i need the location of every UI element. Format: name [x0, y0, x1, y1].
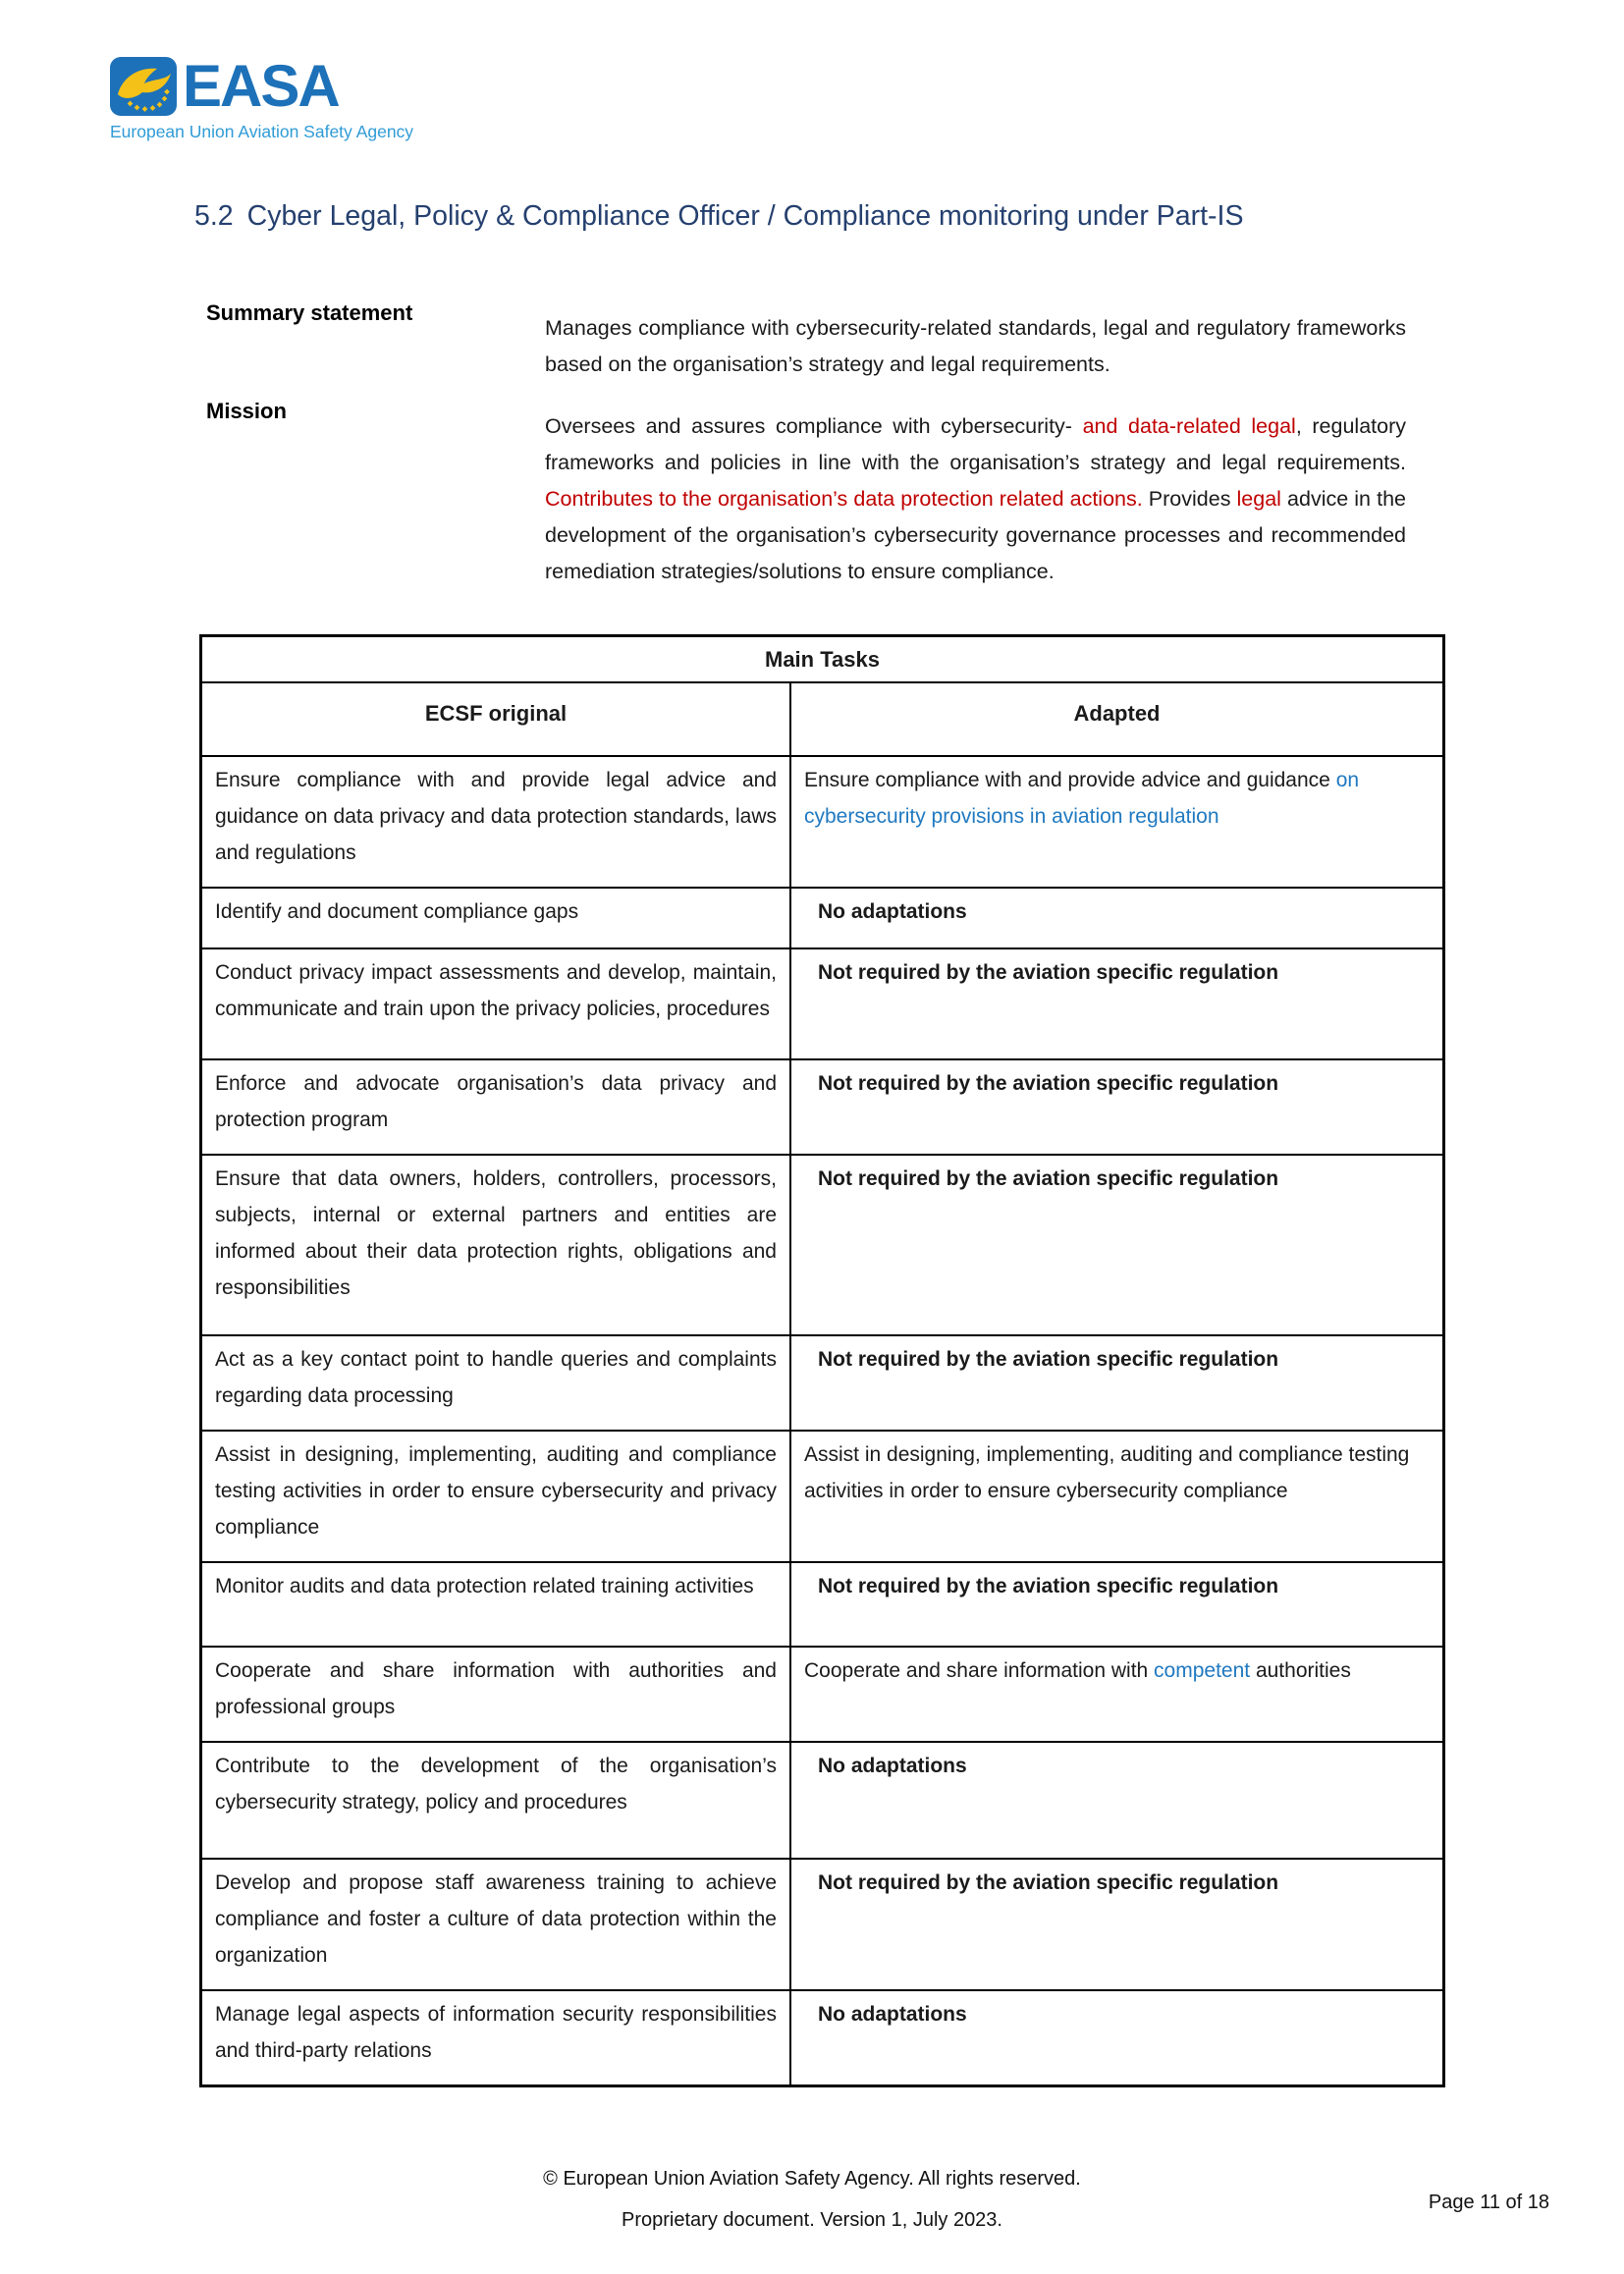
- cell-ecsf-original: [202, 1648, 791, 1741]
- text-segment: Ensure that data owners, holders, controllers, processors, subjects, internal or external partners and entities are informed about their data protection rights, obligations and responsibilities: [215, 1167, 777, 1299]
- table-row: [202, 1060, 1442, 1156]
- cell-adapted: [791, 1991, 1442, 2084]
- cell-adapted: [791, 889, 1442, 948]
- text-segment: and data-related legal: [1082, 414, 1296, 438]
- table-rows: [202, 757, 1442, 2084]
- version-line: Proprietary document. Version 1, July 2023.: [622, 2209, 1002, 2231]
- cell-ecsf-original: [202, 757, 791, 887]
- cell-ecsf-original: [202, 889, 791, 948]
- text-segment: Not required by the aviation specific regulation: [818, 1167, 1279, 1190]
- text-segment: , regulatory frameworks and policies in line with the organisation’s strategy and legal requirements.: [545, 414, 1406, 474]
- cell-adapted: [791, 1648, 1442, 1741]
- cell-ecsf-original: [202, 1336, 791, 1430]
- cell-adapted: [791, 1860, 1442, 1989]
- text-segment: Conduct privacy impact assessments and develop, maintain, communicate and train upon the privacy policies, procedures: [215, 961, 777, 1020]
- column-header-ecsf-original: ECSF original: [202, 683, 791, 755]
- text-segment: Ensure compliance with and provide legal advice and guidance on data privacy and data protection standards, laws and regulations: [215, 769, 777, 864]
- text-segment: Develop and propose staff awareness training to achieve compliance and foster a culture of data protection within the organization: [215, 1871, 777, 1967]
- text-segment: Oversees and assures compliance with cybersecurity-: [545, 414, 1083, 438]
- text-segment: Not required by the aviation specific regulation: [818, 1348, 1279, 1371]
- easa-logo-top: [110, 53, 413, 119]
- table-row: [202, 1336, 1442, 1432]
- statements-block: [206, 297, 1406, 590]
- easa-logo-mark: [110, 57, 177, 116]
- table-header-row: [202, 683, 1442, 757]
- text-segment: on cybersecurity provisions in aviation regulation: [804, 769, 1360, 828]
- cell-adapted: [791, 949, 1442, 1058]
- text-segment: Not required by the aviation specific regulation: [818, 1575, 1279, 1597]
- table-title: Main Tasks: [202, 637, 1442, 683]
- text-segment: Assist in designing, implementing, auditing and compliance testing activities in order to ensure cybersecurity and privacy compliance: [215, 1443, 777, 1539]
- heading-title: Cyber Legal, Policy & Compliance Officer / Compliance monitoring under Part-IS: [246, 200, 1244, 232]
- table-row: [202, 757, 1442, 889]
- table-row: [202, 1991, 1442, 2084]
- logo-tagline: European Union Aviation Safety Agency: [110, 122, 414, 141]
- cell-adapted: [791, 1060, 1442, 1154]
- table-row: [202, 1743, 1442, 1860]
- text-segment: Contributes to the organisation’s data protection related actions.: [545, 487, 1143, 511]
- text-segment: authorities: [1250, 1659, 1351, 1682]
- text-segment: Act as a key contact point to handle queries and complaints regarding data processing: [215, 1348, 777, 1407]
- text-segment: legal: [1236, 487, 1281, 511]
- cell-adapted: [791, 1336, 1442, 1430]
- table-row: [202, 1156, 1442, 1336]
- cell-ecsf-original: [202, 1432, 791, 1561]
- cell-ecsf-original: [202, 1060, 791, 1154]
- page-number: Page 11 of 18: [1428, 2192, 1549, 2213]
- mission-paragraph: [545, 395, 1406, 590]
- text-segment: Assist in designing, implementing, auditing and compliance testing activities in order to ensure cybersecurity compliance: [804, 1443, 1410, 1502]
- easa-logo: [110, 53, 414, 141]
- heading-number: 5.2: [194, 200, 234, 232]
- cell-adapted: [791, 757, 1442, 887]
- table-row: [202, 1563, 1442, 1648]
- copyright-line: © European Union Aviation Safety Agency. All rights reserved.: [543, 2168, 1081, 2190]
- cell-ecsf-original: [202, 1743, 791, 1858]
- cell-ecsf-original: [202, 1860, 791, 1989]
- text-segment: No adaptations: [818, 900, 967, 923]
- text-segment: competent: [1154, 1659, 1251, 1682]
- text-segment: Contribute to the development of the organisation’s cybersecurity strategy, policy and procedures: [215, 1755, 777, 1814]
- summary-statement-label: Summary statement: [206, 300, 413, 325]
- text-segment: Manage legal aspects of information security responsibilities and third-party relations: [215, 2003, 777, 2062]
- text-segment: Ensure compliance with and provide advice and guidance: [804, 769, 1336, 791]
- text-segment: Not required by the aviation specific regulation: [818, 1871, 1279, 1894]
- cell-adapted: [791, 1432, 1442, 1561]
- table-row: [202, 1432, 1442, 1563]
- text-segment: Monitor audits and data protection related training activities: [215, 1575, 754, 1597]
- text-segment: Not required by the aviation specific regulation: [818, 1072, 1279, 1095]
- text-segment: Cooperate and share information with: [804, 1659, 1155, 1682]
- cell-ecsf-original: [202, 1156, 791, 1334]
- cell-adapted: [791, 1563, 1442, 1646]
- logo-wordmark: EASA: [183, 53, 339, 119]
- table-row: [202, 1648, 1442, 1743]
- table-row: [202, 889, 1442, 949]
- cell-ecsf-original: [202, 949, 791, 1058]
- text-segment: Identify and document compliance gaps: [215, 900, 579, 923]
- main-tasks-table: [199, 634, 1445, 2087]
- text-segment: advice in the development of the organisation’s cybersecurity governance processes and recommended remediation strategies/solutions to ensure compliance.: [545, 487, 1406, 583]
- column-header-adapted: Adapted: [1073, 701, 1161, 726]
- text-segment: No adaptations: [818, 2003, 967, 2026]
- text-segment: Cooperate and share information with authorities and professional groups: [215, 1659, 777, 1718]
- table-row: [202, 949, 1442, 1060]
- text-segment: Manages compliance with cybersecurity-related standards, legal and regulatory frameworks based on the organisation’s strategy and legal requirements.: [545, 316, 1406, 376]
- mission-label: Mission: [206, 399, 287, 423]
- text-segment: No adaptations: [818, 1755, 967, 1777]
- text-segment: Not required by the aviation specific regulation: [818, 961, 1279, 984]
- text-segment: Enforce and advocate organisation’s data privacy and protection program: [215, 1072, 777, 1131]
- cell-ecsf-original: [202, 1991, 791, 2084]
- text-segment: Provides: [1142, 487, 1237, 511]
- table-row: [202, 1860, 1442, 1991]
- cell-adapted: [791, 1743, 1442, 1858]
- cell-adapted: [791, 1156, 1442, 1334]
- cell-ecsf-original: [202, 1563, 791, 1646]
- footer: [0, 2166, 1624, 2233]
- summary-statement-paragraph: [545, 297, 1406, 383]
- section-heading: [194, 196, 1624, 236]
